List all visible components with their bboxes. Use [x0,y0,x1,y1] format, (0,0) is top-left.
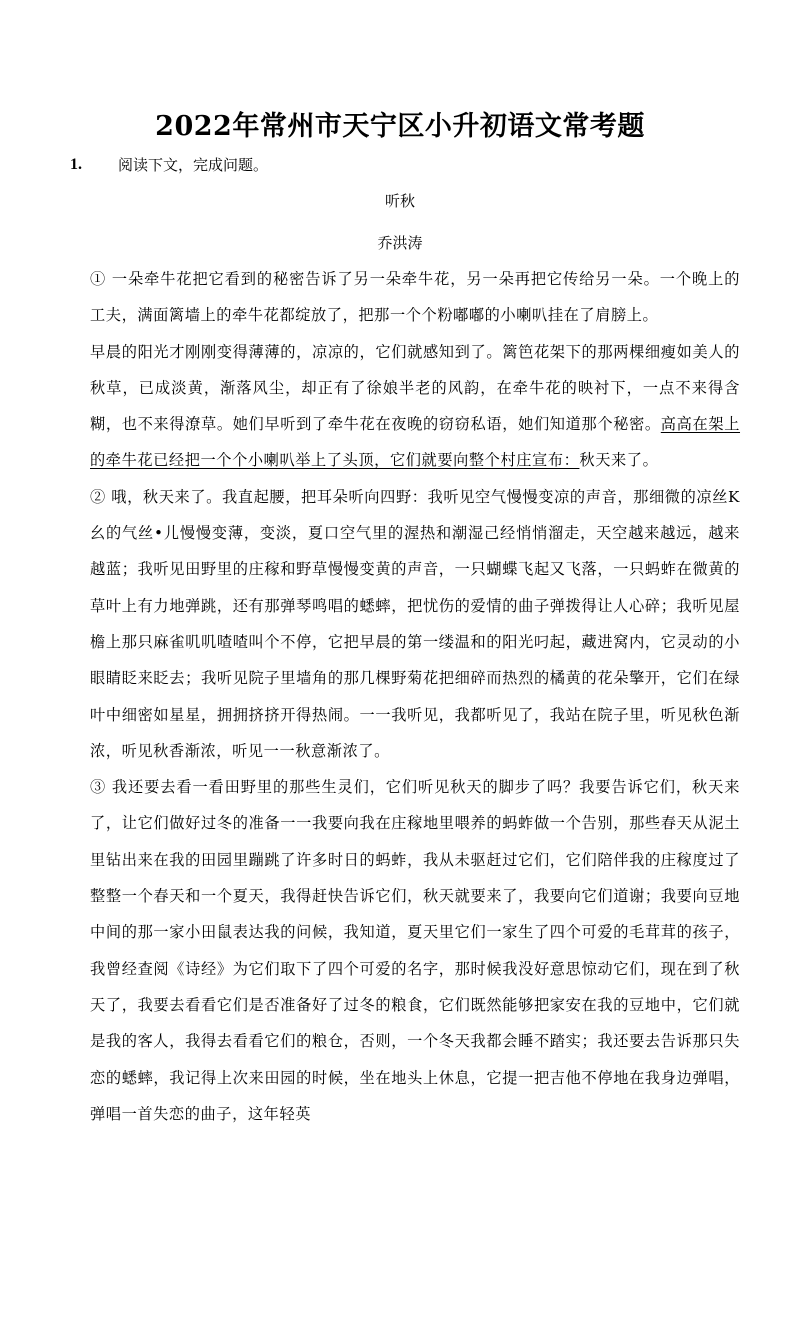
passage-body [90,261,740,1132]
paragraph-1: ① 一朵牵牛花把它看到的秘密告诉了另一朵牵牛花，另一朵再把它传给另一朵。一个晚上的工夫，满面篱墙上的牵牛花都绽放了，把那一个个粉嘟嘟的小喇叭挂在了肩膀上。 [90,270,740,325]
paragraph-3: ② 哦，秋天来了。我直起腰，把耳朵听向四野：我听见空气慢慢变凉的声音，那细微的凉丝K幺的气丝•儿慢慢变薄，变淡，夏口空气里的渥热和潮湿己经悄悄溜走，天空越来越远，越来越蓝；我听见田野里的庄稼和野草慢慢变黄的声音，一只蝴蝶飞起又飞落，一只蚂蚱在微黄的草叶上有力地弹跳，还有那弹琴鸣唱的蟋蟀，把忧伤的爱情的曲子弹拨得让人心碎；我听见屋檐上那只麻雀叽叽喳喳叫个不停，它把早晨的第一缕温和的阳光叼起，藏进窝内，它灵动的小眼睛眨来眨去；我听见院子里墙角的那几棵野菊花把细碎而热烈的橘黄的花朵擎开，它们在绿叶中细密如星星，拥拥挤挤开得热闹。一一我听见，我都听见了，我站在院子里，听见秋色渐浓，听见秋香渐浓，听见一一秋意渐浓了。 [90,487,740,760]
question-prompt: 阅读下文，完成问题。 [118,156,269,174]
underlined-sentence: 高高在架上的牵牛花已经把一个个小喇叭举上了头顶，它们就要向整个村庄宣布： [90,415,741,470]
paragraph-2 [90,334,740,479]
paragraph-4: ③ 我还要去看一看田野里的那些生灵们，它们听见秋天的脚步了吗？我要告诉它们，秋天来了，让它们做好过冬的准备一一我要向我在庄稼地里喂养的蚂蚱做一个告别，那些春天从泥土里钻出来在我的田园里蹦跳了许多时日的蚂蚱，我从未驱赶过它们，它们陪伴我的庄稼度过了整整一个春天和一个夏天，我得赶快告诉它们，秋天就要来了，我要向它们道谢；我要向豆地中间的那一家小田鼠表达我的问候，我知道，夏天里它们一家生了四个可爱的毛茸茸的孩子，我曾经查阅《诗经》为它们取下了四个可爱的名字，那时候我没好意思惊动它们，现在到了秋天了，我要去看看它们是否准备好了过冬的粮食，它们既然能够把家安在我的豆地中，它们就是我的客人，我得去看看它们的粮仓，否则，一个冬天我都会睡不踏实；我还要去告诉那只失恋的蟋蟀，我记得上次来田园的时候，坐在地头上休息，它提一把吉他不停地在我身边弹唱，弹唱一首失恋的曲子，这年轻英 [90,778,740,1123]
question-header [70,153,730,177]
passage-title: 听秋 [384,192,415,210]
page-title: 2022年常州市天宁区小升初语文常考题 [155,111,645,142]
paragraph-2-ending: 秋天来了。 [579,451,659,470]
passage-author: 乔洪涛 [377,234,423,252]
paragraph-2-text: 早晨的阳光才刚刚变得薄薄的，凉凉的，它们就感知到了。篱笆花架下的那两棵细瘦如美人的秋草，已成淡黄，渐落风尘，却正有了徐娘半老的风韵，在牵牛花的映衬下，一点不来得含糊，也不来得潦草。她们早听到了牵牛花在夜晚的窃窃私语，她们知道那个秘密。 [90,342,740,434]
question-number: 1. [70,156,82,173]
